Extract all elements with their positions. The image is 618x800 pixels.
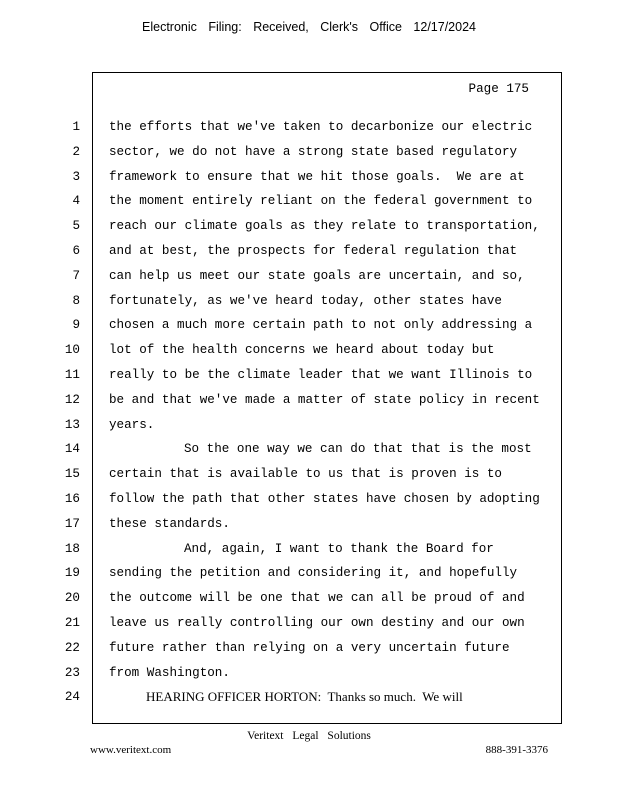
transcript-line [0, 365, 618, 385]
transcript-line [0, 687, 618, 707]
transcript-line [0, 588, 618, 608]
line-number: 22 [64, 640, 80, 655]
line-text: And, again, I want to thank the Board for [184, 541, 494, 556]
transcript-line [0, 638, 618, 658]
line-text: So the one way we can do that that is the most [184, 442, 532, 457]
transcript-line [0, 315, 618, 335]
line-text: future rather than relying on a very uncertain future [109, 640, 510, 655]
transcript-line [0, 439, 618, 459]
line-text: sending the petition and considering it, and hopefully [109, 566, 518, 581]
line-number: 2 [72, 144, 80, 159]
line-text: chosen a much more certain path to not only addressing a [109, 318, 533, 333]
line-number: 8 [72, 293, 80, 308]
transcript-line [0, 191, 618, 211]
line-text: framework to ensure that we hit those goals. We are at [109, 169, 525, 184]
line-text: these standards. [109, 516, 230, 531]
line-number: 23 [64, 665, 80, 680]
line-text: be and that we've made a matter of state policy in recent [109, 392, 540, 407]
transcript-line [0, 390, 618, 410]
transcript-line [0, 167, 618, 187]
line-text: lot of the health concerns we heard about today but [109, 343, 495, 358]
line-number: 15 [64, 467, 80, 482]
transcript-line [0, 514, 618, 534]
line-number: 6 [72, 244, 80, 258]
line-number: 24 [64, 690, 80, 705]
line-number: 19 [64, 566, 80, 581]
line-text: the efforts that we've taken to decarbonize our electric [109, 120, 533, 134]
transcript-line [0, 563, 618, 583]
line-number: 13 [64, 417, 80, 432]
line-number: 7 [72, 268, 80, 283]
line-text: can help us meet our state goals are uncertain, and so, [109, 268, 525, 283]
transcript-line [0, 241, 618, 261]
line-text: leave us really controlling our own destiny and our own [109, 616, 525, 630]
transcript-line [0, 464, 618, 484]
line-number: 20 [64, 591, 80, 606]
line-number: 21 [64, 616, 80, 630]
line-text: certain that is available to us that is proven is to [109, 467, 502, 482]
line-text: sector, we do not have a strong state based regulatory [109, 144, 518, 159]
footer-website: www.veritext.com [90, 744, 172, 756]
footer-company: Veritext Legal Solutions [247, 730, 371, 742]
line-text: reach our climate goals as they relate to transportation, [109, 219, 540, 234]
transcript-line [0, 663, 618, 683]
line-text: years. [109, 417, 155, 432]
transcript-line [0, 216, 618, 236]
transcript-line [0, 266, 618, 286]
line-text: and at best, the prospects for federal regulation that [109, 244, 518, 258]
line-text: HEARING OFFICER HORTON: Thanks so much. We will [146, 689, 463, 705]
line-number: 17 [64, 516, 80, 531]
line-number: 1 [72, 120, 80, 134]
line-text: follow the path that other states have chosen by adopting [109, 492, 540, 506]
transcript-line [0, 142, 618, 162]
line-text: fortunately, as we've heard today, other states have [109, 293, 502, 308]
page-number: Page 175 [468, 82, 529, 96]
line-text: the outcome will be one that we can all be proud of and [109, 591, 525, 606]
transcript-line [0, 291, 618, 311]
line-number: 3 [72, 169, 80, 184]
line-number: 4 [72, 194, 80, 209]
line-number: 12 [64, 392, 80, 407]
line-text: from Washington. [109, 665, 230, 680]
transcript-line [0, 415, 618, 435]
transcript-line [0, 613, 618, 633]
footer-phone: 888-391-3376 [485, 744, 548, 756]
filing-stamp-header: Electronic Filing: Received, Clerk's Office 12/17/2024 [142, 20, 476, 34]
line-number: 11 [64, 368, 80, 382]
transcript-line [0, 539, 618, 559]
line-number: 16 [64, 492, 80, 506]
line-number: 10 [64, 343, 80, 358]
line-number: 18 [64, 541, 80, 556]
transcript-line [0, 340, 618, 360]
line-text: really to be the climate leader that we want Illinois to [109, 368, 533, 382]
line-text: the moment entirely reliant on the federal government to [109, 194, 533, 209]
transcript-line [0, 489, 618, 509]
line-number: 5 [72, 219, 80, 234]
line-number: 9 [72, 318, 80, 333]
transcript-line [0, 117, 618, 137]
line-number: 14 [64, 442, 80, 457]
